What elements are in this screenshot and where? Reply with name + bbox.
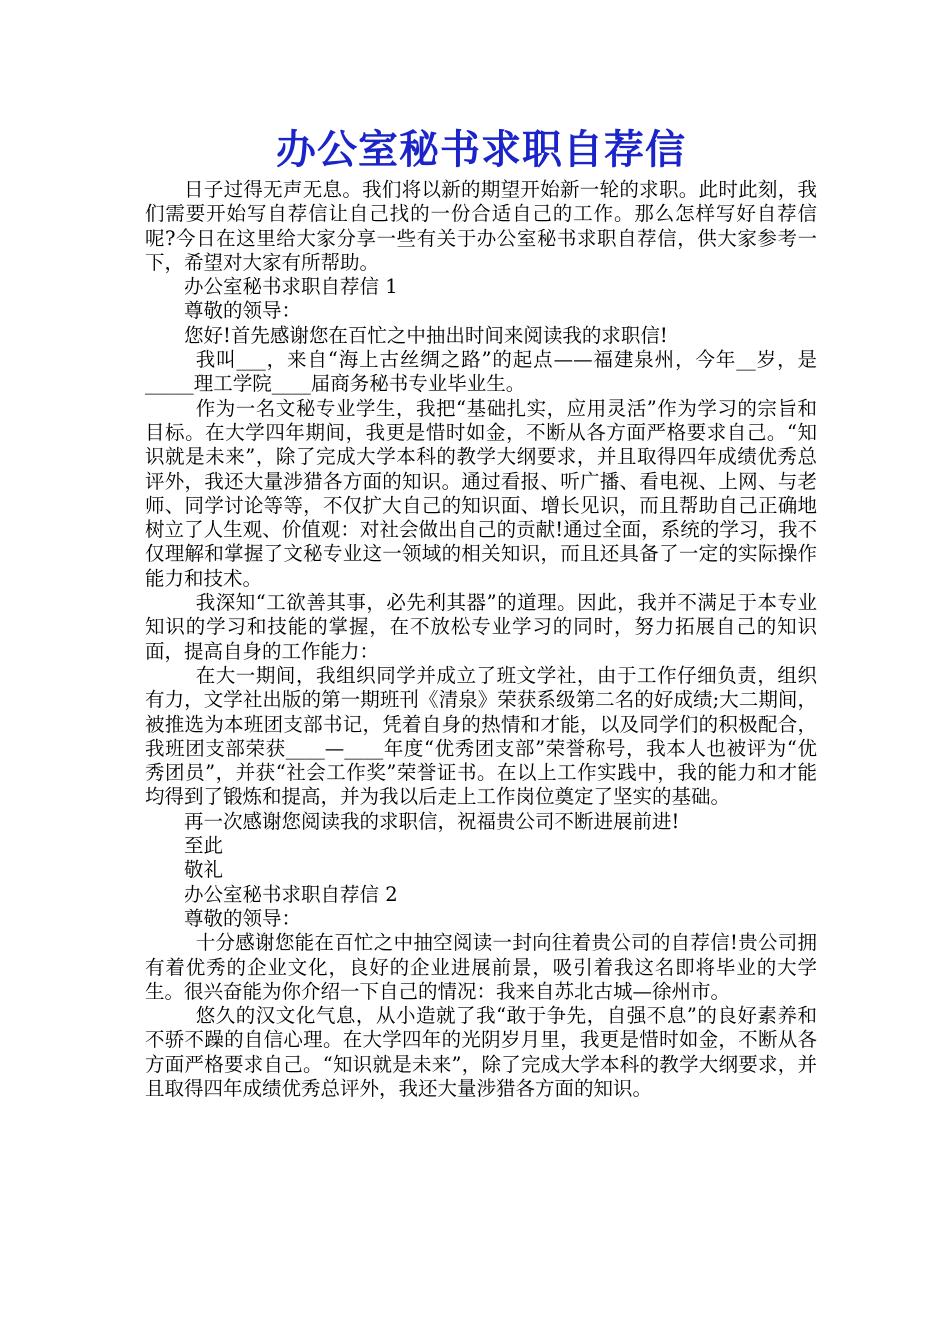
document-page [145, 122, 817, 1101]
section-heading-1: 办公室秘书求职自荐信 1 [184, 275, 398, 299]
salutation-2: 尊敬的领导： [184, 906, 302, 930]
experience-paragraph: 在大一期间，我组织同学并成立了班文学社，由于工作仔细负责，组织有力，文学社出版的第一期班刊《清泉》荣获系级第二名的好成绩;大二期间，被推选为本班团支部书记，凭着自身的热情和才能，以及同学们的积极配合，我班团支部荣获____—____年度“优秀团支部”荣誉称号，我本人也被评为“优秀团员”，并获“社会工作奖”荣誉证书。在以上工作实践中，我的能力和才能均得到了锻炼和提高，并为我以后走上工作岗位奠定了坚实的基础。 [145, 663, 817, 809]
study-paragraph: 作为一名文秘专业学生，我把“基础扎实，应用灵活”作为学习的宗旨和目标。在大学四年期间，我更是惜时如金，不断从各方面严格要求自己。“知识就是未来”，除了完成大学本科的教学大纲要求，并且取得四年成绩优秀总评外，我还大量涉猎各方面的知识。通过看报、听广播、看电视、上网、与老师、同学讨论等等，不仅扩大自己的知识面、增长见识，而且帮助自己正确地树立了人生观、价值观：对社会做出自己的贡献!通过全面，系统的学习，我不仅理解和掌握了文秘专业这一领域的相关知识，而且还具备了一定的实际操作能力和技术。 [145, 396, 817, 590]
thanks-paragraph: 再一次感谢您阅读我的求职信，祝福贵公司不断进展前进! [184, 809, 680, 833]
document-title: 办公室秘书求职自荐信 [276, 127, 686, 173]
ability-paragraph: 我深知“工欲善其事，必先利其器”的道理。因此，我并不满足于本专业知识的学习和技能的掌握，在不放松专业学习的同时，努力拓展自己的知识面，提高自身的工作能力： [145, 591, 817, 663]
greeting-paragraph: 您好!首先感谢您在百忙之中抽出时间来阅读我的求职信! [184, 323, 668, 347]
salutation-1: 尊敬的领导： [184, 299, 302, 323]
letter2-intro-paragraph: 十分感谢您能在百忙之中抽空阅读一封向往着贵公司的自荐信!贵公司拥有着优秀的企业文化，良好的企业进展前景，吸引着我这名即将毕业的大学生。很兴奋能为你介绍一下自己的情况：我来自苏北古城—徐州市。 [145, 931, 817, 1003]
self-intro-paragraph: 我叫___，来自“海上古丝绸之路”的起点——福建泉州，今年__岁，是_____理工学院____届商务秘书专业毕业生。 [145, 348, 817, 396]
regards-line: 敬礼 [184, 858, 224, 882]
intro-paragraph: 日子过得无声无息。我们将以新的期望开始新一轮的求职。此时此刻，我们需要开始写自荐信让自己找的一份合适自己的工作。那么怎样写好自荐信呢?今日在这里给大家分享一些有关于办公室秘书求职自荐信，供大家参考一下，希望对大家有所帮助。 [145, 178, 817, 274]
closing-line: 至此 [184, 834, 224, 858]
letter2-study-paragraph: 悠久的汉文化气息，从小造就了我“敢于争先，自强不息”的良好素养和不骄不躁的自信心理。在大学四年的光阴岁月里，我更是惜时如金，不断从各方面严格要求自己。“知识就是未来”，除了完成大学本科的教学大纲要求，并且取得四年成绩优秀总评外，我还大量涉猎各方面的知识。 [145, 1004, 817, 1100]
section-heading-2: 办公室秘书求职自荐信 2 [184, 882, 398, 906]
